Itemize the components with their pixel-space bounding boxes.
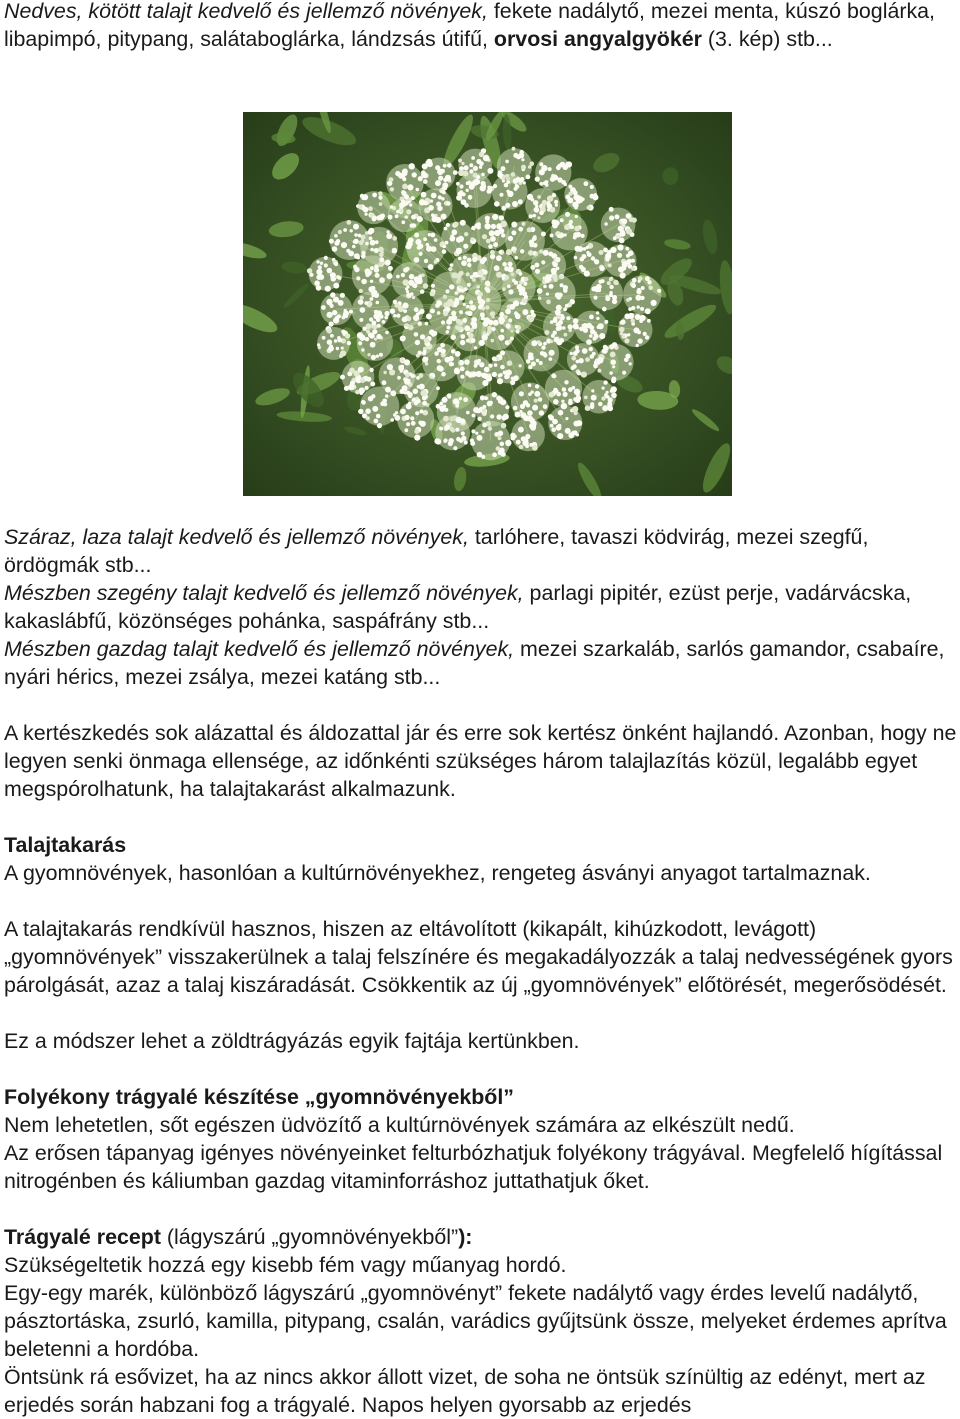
- paragraph-rainwater: Öntsünk rá esővizet, ha az nincs akkor állott vizet, de soha ne öntsük színültig az edényt, mert az erjedés során habzani fog a trágyalé. Napos helyen gyorsabb az erjedés: [4, 1365, 926, 1417]
- paragraph-herbs-collect: Egy-egy marék, különböző lágyszárú „gyomnövényt” fekete nadálytő vagy érdes levelű nadálytő, pásztortáska, zsurló, kamilla, pitypang, csalán, varádics gyűjtsünk össze, melyeket érdemes aprítva beletenni a hordóba.: [4, 1281, 947, 1361]
- recipe-title-bold: Trágyalé recept: [4, 1225, 161, 1249]
- paragraph-wet-soil-plants: [4, 0, 958, 53]
- heading-liquid-manure-text: Folyékony trágyalé készítése „gyomnövényekből”: [4, 1085, 515, 1109]
- wet-soil-list-end: (3. kép) stb...: [701, 27, 833, 51]
- heading-mulching: [4, 831, 958, 859]
- paragraph-nutrient-demand: Az erősen tápanyag igényes növényeinket felturbózhatjuk folyékony trágyával. Megfelelő hígítással nitrogénben és káliumban gazdag vitaminforráshoz juttathatjuk őket.: [4, 1141, 943, 1193]
- paragraph-mulching-benefits: A talajtakarás rendkívül hasznos, hiszen az eltávolított (kikapált, kihúzkodott, levágott) „gyomnövények” visszakerülnek a talaj felszínére és megakadályozzák a talaj nedvességének gyors párolgását, azaz a talaj kiszáradását. Csökkentik az új „gyomnövények” előtörését, megerősödését.: [4, 917, 953, 997]
- paragraph-weeds-minerals: A gyomnövények, hasonlóan a kultúrnövényekhez, rengeteg ásványi anyagot tartalmaznak.: [4, 861, 871, 885]
- wet-soil-heading: Nedves, kötött talajt kedvelő és jellemző növények,: [4, 0, 488, 23]
- paragraph-high-lime-plants: [4, 635, 958, 691]
- paragraph-gardening-intro: A kertészkedés sok alázattal és áldozattal jár és erre sok kertész önként hajlandó. Azonban, hogy ne legyen senki önmaga ellensége, az időnkénti szükséges három talajlazítás közül, legalább egyet megspórolhatunk, ha talajtakarást alkalmazunk.: [4, 721, 957, 801]
- paragraph-low-lime-plants: [4, 579, 958, 635]
- high-lime-heading: Mészben gazdag talajt kedvelő és jellemző növények,: [4, 637, 515, 661]
- recipe-title-normal: (lágyszárú „gyomnövényekből”: [160, 1225, 459, 1249]
- recipe-title-end: ):: [458, 1225, 473, 1249]
- low-lime-list: parlagi pipitér, ezüst perje, vadárvácska, kakaslábfű, közönséges pohánka, saspáfrány stb...: [4, 581, 912, 633]
- low-lime-heading: Mészben szegény talajt kedvelő és jellemző növények,: [4, 581, 524, 605]
- dry-soil-list: tarlóhere, tavaszi ködvirág, mezei szegfű, ördögmák stb...: [4, 525, 869, 577]
- paragraph-barrel: Szükségeltetik hozzá egy kisebb fém vagy műanyag hordó.: [4, 1253, 567, 1277]
- heading-mulching-text: Talajtakarás: [4, 833, 127, 857]
- heading-liquid-manure: [4, 1083, 958, 1111]
- wet-soil-list: fekete nadálytő, mezei menta, kúszó boglárka, libapimpó, pitypang, salátaboglárka, lándzsás útifű,: [4, 0, 935, 51]
- umbel-flower-photo: [243, 112, 732, 496]
- paragraph-liquid-manure-benefit: Nem lehetetlen, sőt egészen üdvözítő a kultúrnövények számára az elkészült nedű.: [4, 1113, 795, 1137]
- heading-recipe: [4, 1223, 958, 1251]
- high-lime-list: mezei szarkaláb, sarlós gamandor, csabaíre, nyári hérics, mezei zsálya, mezei katáng stb...: [4, 637, 945, 689]
- dry-soil-heading: Száraz, laza talajt kedvelő és jellemző növények,: [4, 525, 469, 549]
- paragraph-green-manure: Ez a módszer lehet a zöldtrágyázás egyik fajtája kertünkben.: [4, 1029, 580, 1053]
- paragraph-dry-soil-plants: [4, 523, 958, 579]
- angelica-name: orvosi angyalgyökér: [493, 27, 702, 51]
